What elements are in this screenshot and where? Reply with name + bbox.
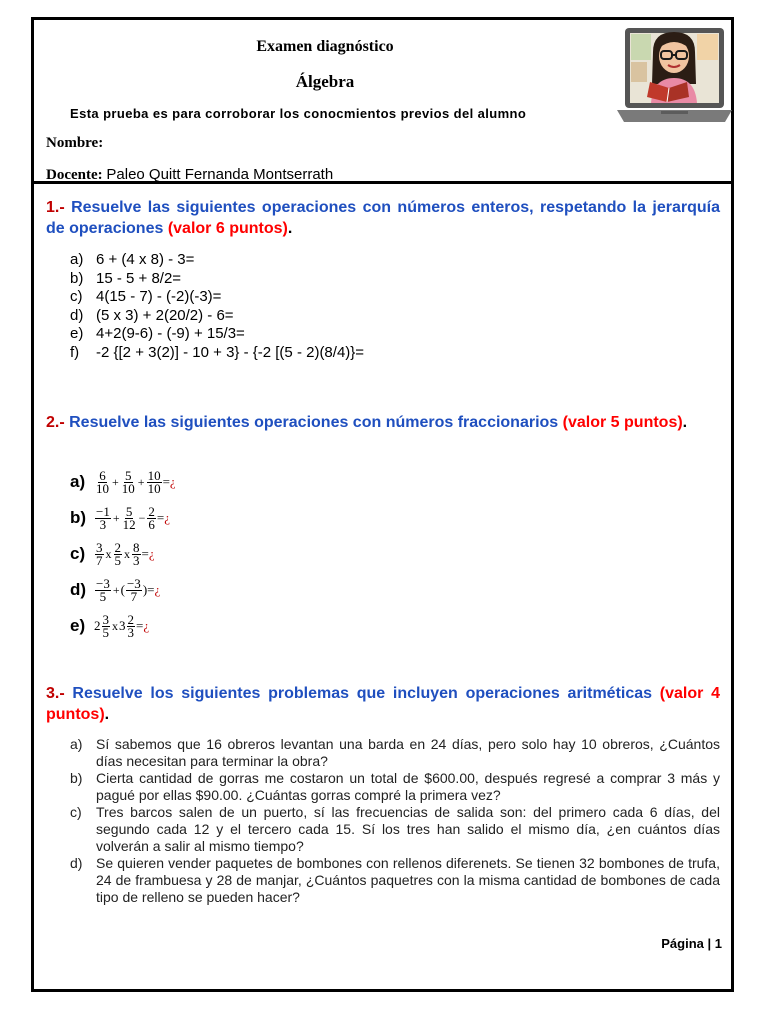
item-expression: 15 - 5 + 8/2=	[96, 269, 182, 287]
item-label: b)	[70, 269, 84, 287]
denominator: 6	[148, 516, 155, 532]
fraction	[114, 539, 123, 568]
item-label: b)	[70, 770, 83, 786]
operator: +	[112, 582, 120, 597]
fraction	[121, 467, 136, 496]
list-item	[70, 804, 720, 855]
numerator: −3	[126, 575, 141, 591]
student-name-label: Nombre:	[46, 135, 104, 151]
denominator: 3	[127, 624, 134, 640]
item-label: d)	[70, 855, 83, 871]
list-item	[70, 855, 720, 906]
fraction	[127, 611, 136, 640]
numerator: 5	[125, 467, 132, 483]
question-2-heading	[46, 412, 720, 433]
numerator: 2	[148, 503, 155, 519]
item-label: b)	[70, 508, 87, 527]
numerator: 2	[114, 539, 121, 555]
numerator: 3	[96, 539, 103, 555]
teacher-line	[46, 166, 333, 184]
list-item	[70, 344, 364, 363]
whole-number: 3	[119, 618, 126, 633]
question-2-text: Resuelve las siguientes operaciones con números fraccionarios	[69, 414, 559, 431]
equals-sign: =	[147, 582, 155, 597]
numerator: 2	[127, 611, 134, 627]
numerator: 6	[99, 467, 106, 483]
page-footer	[661, 936, 722, 951]
problem-text: Sí sabemos que 16 obreros levantan una barda en 24 días, pero solo hay 10 obreros, ¿Cuántos días necesitan para terminar la obra?	[96, 736, 720, 769]
fraction-item-c	[70, 536, 176, 572]
question-3-heading	[46, 683, 720, 725]
numerator: −1	[96, 503, 110, 519]
item-expression: 4+2(9-6) - (-9) + 15/3=	[96, 325, 245, 343]
item-expression: 4(15 - 7) - (-2)(-3)=	[96, 288, 222, 306]
item-label: c)	[70, 804, 82, 820]
operator: +	[112, 510, 120, 525]
operator: −	[138, 510, 146, 525]
item-label: c)	[70, 288, 83, 306]
fraction-item-b	[70, 500, 176, 536]
denominator: 5	[114, 552, 121, 568]
question-1-text: Resuelve las siguientes operaciones con números enteros, respetando la jerarquía de operaciones	[46, 199, 720, 237]
denominator: 7	[96, 552, 103, 568]
fraction	[147, 503, 156, 532]
denominator: 7	[130, 588, 138, 604]
fraction	[147, 467, 162, 496]
teacher-name: Paleo Quitt Fernanda Montserrath	[106, 166, 334, 183]
item-label: d)	[70, 306, 84, 324]
numerator: 3	[102, 611, 109, 627]
fraction	[95, 539, 104, 568]
fraction-item-a	[70, 464, 176, 500]
item-label: e)	[70, 325, 84, 343]
denominator: 10	[121, 480, 135, 496]
fraction	[95, 503, 111, 532]
fraction	[126, 575, 142, 604]
question-1-number: 1.-	[46, 199, 65, 216]
equals-sign: =	[141, 546, 149, 561]
operator: x	[112, 618, 118, 633]
denominator: 3	[133, 552, 140, 568]
question-3-end: .	[104, 706, 110, 723]
question-2-end: .	[682, 414, 688, 431]
teacher-label: Docente:	[46, 167, 103, 183]
denominator: 5	[99, 588, 107, 604]
teacher-avatar-laptop-illustration	[617, 22, 732, 128]
item-label: c)	[70, 544, 86, 563]
item-expression: -2 {[2 + 3(2)] - 10 + 3} - {-2 [(5 - 2)(8/4)}=	[96, 343, 365, 361]
answer-placeholder: ¿	[154, 582, 161, 597]
question-3-text: Resuelve los siguientes problemas que incluyen operaciones aritméticas	[72, 685, 653, 702]
operator: x	[105, 546, 112, 561]
denominator: 10	[96, 480, 109, 496]
fraction	[95, 575, 111, 604]
answer-placeholder: ¿	[148, 546, 155, 561]
page-number: 1	[714, 936, 722, 951]
equals-sign: =	[156, 510, 165, 525]
item-label: f)	[70, 343, 80, 361]
item-label: e)	[70, 616, 86, 635]
list-item	[70, 307, 364, 326]
answer-placeholder: ¿	[164, 510, 171, 525]
question-2-list	[70, 464, 176, 644]
denominator: 3	[99, 516, 107, 532]
equals-sign: =	[136, 618, 144, 633]
problem-text: Cierta cantidad de gorras me costaron un total de $600.00, después regresé a comprar 3 más y pagué por ellas $90.00. ¿Cuántas gorras compré la primera vez?	[96, 770, 720, 803]
numerator: 8	[133, 539, 140, 555]
page-separator: |	[707, 936, 712, 951]
question-1-list	[70, 251, 364, 363]
denominator: 12	[122, 516, 136, 532]
list-item	[70, 770, 720, 804]
question-3-list	[70, 736, 720, 906]
question-2-value: (valor 5 puntos)	[562, 414, 683, 431]
denominator: 10	[147, 480, 161, 496]
page-label: Página	[661, 936, 704, 951]
question-1-end: .	[287, 220, 293, 237]
denominator: 5	[102, 624, 109, 640]
fraction	[132, 539, 141, 568]
item-label: d)	[70, 580, 87, 599]
question-1-value: (valor 6 puntos)	[167, 220, 288, 237]
problem-text: Se quieren vender paquetes de bombones con rellenos diferenets. Se tienen 32 bombones de trufa, 24 de frambuesa y 28 de manjar, ¿Cuántos paquetres con la misma cantidad de bombones de cada tipo de relleno se pueden hacer?	[96, 855, 720, 905]
right-paren: )	[142, 582, 148, 597]
operator: x	[124, 546, 130, 561]
numerator: −3	[96, 575, 110, 591]
fraction	[102, 611, 111, 640]
exam-purpose: Esta prueba es para corroborar los conocmientos previos del alumno	[70, 106, 527, 121]
fraction-item-d	[70, 572, 176, 608]
list-item	[70, 251, 364, 270]
question-2-number: 2.-	[46, 414, 65, 431]
operator: +	[112, 474, 119, 489]
answer-placeholder: ¿	[169, 474, 176, 489]
list-item	[70, 325, 364, 344]
item-label: a)	[70, 736, 83, 752]
question-3-number: 3.-	[46, 685, 65, 702]
list-item	[70, 288, 364, 307]
fraction	[122, 503, 137, 532]
fraction-item-e	[70, 608, 176, 644]
exam-title: Examen diagnóstico	[256, 38, 394, 55]
item-expression: (5 x 3) + 2(20/2) - 6=	[96, 306, 234, 324]
numerator: 10	[147, 467, 161, 483]
question-3-value: (valor 4 puntos)	[46, 685, 720, 723]
list-item	[70, 736, 720, 770]
item-label: a)	[70, 251, 84, 268]
left-paren: (	[120, 582, 125, 597]
whole-number: 2	[94, 618, 101, 633]
fraction	[95, 467, 110, 496]
numerator: 5	[125, 503, 133, 519]
equals-sign: =	[162, 474, 170, 489]
problem-text: Tres barcos salen de un puerto, sí las frecuencias de salida son: del primero cada 6 días, del segundo cada 12 y el tercero cada 15. Sí los tres han salido el mismo día, ¿en cuántos días volverán a salir al mismo tiempo?	[96, 804, 720, 854]
item-label: a)	[70, 472, 86, 491]
item-expression: 6 + (4 x 8) - 3=	[96, 251, 195, 268]
question-1-heading	[46, 197, 720, 239]
list-item	[70, 270, 364, 289]
exam-subject: Álgebra	[295, 72, 355, 91]
answer-placeholder: ¿	[143, 618, 150, 633]
operator: +	[137, 474, 145, 489]
